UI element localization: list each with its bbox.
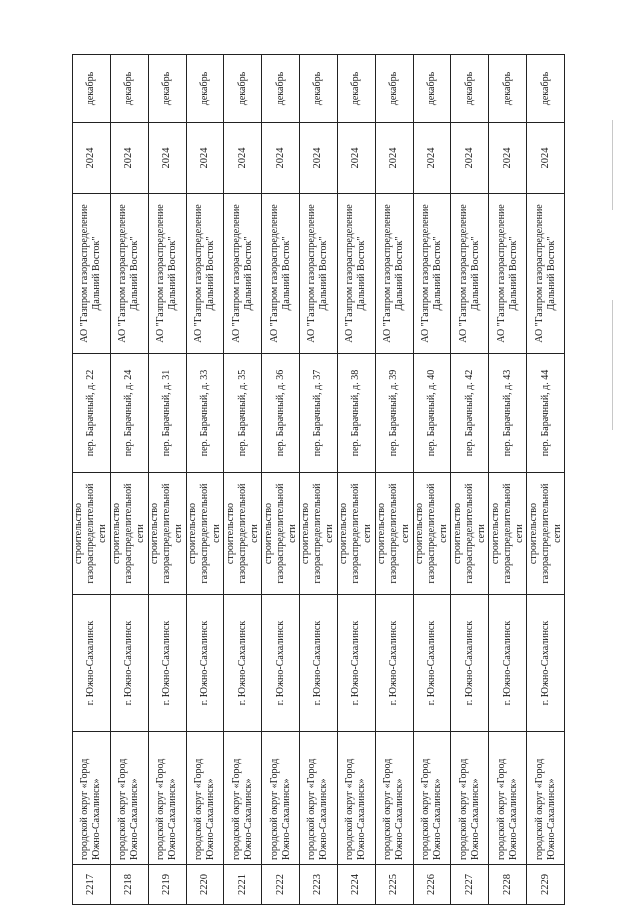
- district-name-cell: городской округ «Город Южно-Сахалинск»: [73, 732, 111, 865]
- row-number-cell: 2223: [300, 865, 338, 905]
- row-number-cell: 2224: [337, 865, 375, 905]
- district-name-cell: городской округ «Город Южно-Сахалинск»: [148, 732, 186, 865]
- work-type-cell: строительство газораспределительной сети: [224, 473, 262, 595]
- year-cell: 2024: [300, 123, 338, 194]
- table-row: [413, 55, 451, 905]
- city-name-cell: г. Южно-Сахалинск: [300, 595, 338, 732]
- city-name-cell: г. Южно-Сахалинск: [489, 595, 527, 732]
- year-cell: 2024: [527, 123, 565, 194]
- work-type-cell: строительство газораспределительной сети: [73, 473, 111, 595]
- city-name-cell: г. Южно-Сахалинск: [186, 595, 224, 732]
- address-cell: пер. Барачный, д. 35: [224, 354, 262, 473]
- year-cell: 2024: [451, 123, 489, 194]
- row-number-cell: 2219: [148, 865, 186, 905]
- row-number-cell: 2221: [224, 865, 262, 905]
- work-type-cell: строительство газораспределительной сети: [451, 473, 489, 595]
- year-cell: 2024: [73, 123, 111, 194]
- district-name-cell: городской округ «Город Южно-Сахалинск»: [413, 732, 451, 865]
- address-cell: пер. Барачный, д. 24: [110, 354, 148, 473]
- city-name-cell: г. Южно-Сахалинск: [262, 595, 300, 732]
- address-cell: пер. Барачный, д. 40: [413, 354, 451, 473]
- month-cell: декабрь: [262, 55, 300, 123]
- district-name-cell: городской округ «Город Южно-Сахалинск»: [527, 732, 565, 865]
- organization-cell: АО "Газпром газораспределение Дальний Восток": [262, 194, 300, 354]
- row-number-cell: 2220: [186, 865, 224, 905]
- table-row: [186, 55, 224, 905]
- table-row: [148, 55, 186, 905]
- address-cell: пер. Барачный, д. 36: [262, 354, 300, 473]
- row-number-cell: 2222: [262, 865, 300, 905]
- district-name-cell: городской округ «Город Южно-Сахалинск»: [451, 732, 489, 865]
- month-cell: декабрь: [375, 55, 413, 123]
- month-cell: декабрь: [489, 55, 527, 123]
- work-type-cell: строительство газораспределительной сети: [148, 473, 186, 595]
- table-body: [73, 55, 565, 905]
- work-type-cell: строительство газораспределительной сети: [186, 473, 224, 595]
- address-cell: пер. Барачный, д. 33: [186, 354, 224, 473]
- organization-cell: АО "Газпром газораспределение Дальний Восток": [337, 194, 375, 354]
- organization-cell: АО "Газпром газораспределение Дальний Восток": [451, 194, 489, 354]
- work-type-cell: строительство газораспределительной сети: [527, 473, 565, 595]
- year-cell: 2024: [262, 123, 300, 194]
- year-cell: 2024: [413, 123, 451, 194]
- organization-cell: АО "Газпром газораспределение Дальний Восток": [527, 194, 565, 354]
- work-type-cell: строительство газораспределительной сети: [489, 473, 527, 595]
- organization-cell: АО "Газпром газораспределение Дальний Восток": [148, 194, 186, 354]
- district-name-cell: городской округ «Город Южно-Сахалинск»: [186, 732, 224, 865]
- address-cell: пер. Барачный, д. 43: [489, 354, 527, 473]
- row-number-cell: 2228: [489, 865, 527, 905]
- row-number-cell: 2217: [73, 865, 111, 905]
- organization-cell: АО "Газпром газораспределение Дальний Восток": [73, 194, 111, 354]
- address-cell: пер. Барачный, д. 38: [337, 354, 375, 473]
- month-cell: декабрь: [73, 55, 111, 123]
- address-cell: пер. Барачный, д. 44: [527, 354, 565, 473]
- table-row: [73, 55, 111, 905]
- table-row: [224, 55, 262, 905]
- district-name-cell: городской округ «Город Южно-Сахалинск»: [375, 732, 413, 865]
- address-cell: пер. Барачный, д. 37: [300, 354, 338, 473]
- month-cell: декабрь: [527, 55, 565, 123]
- address-cell: пер. Барачный, д. 42: [451, 354, 489, 473]
- month-cell: декабрь: [413, 55, 451, 123]
- year-cell: 2024: [337, 123, 375, 194]
- margin-line-bottom: [612, 300, 613, 430]
- table-row: [110, 55, 148, 905]
- year-cell: 2024: [110, 123, 148, 194]
- organization-cell: АО "Газпром газораспределение Дальний Восток": [186, 194, 224, 354]
- document-page: [72, 55, 565, 905]
- work-type-cell: строительство газораспределительной сети: [413, 473, 451, 595]
- city-name-cell: г. Южно-Сахалинск: [337, 595, 375, 732]
- address-cell: пер. Барачный, д. 39: [375, 354, 413, 473]
- organization-cell: АО "Газпром газораспределение Дальний Восток": [224, 194, 262, 354]
- district-name-cell: городской округ «Город Южно-Сахалинск»: [300, 732, 338, 865]
- year-cell: 2024: [489, 123, 527, 194]
- district-name-cell: городской округ «Город Южно-Сахалинск»: [489, 732, 527, 865]
- month-cell: декабрь: [186, 55, 224, 123]
- work-type-cell: строительство газораспределительной сети: [300, 473, 338, 595]
- table-row: [451, 55, 489, 905]
- year-cell: 2024: [224, 123, 262, 194]
- city-name-cell: г. Южно-Сахалинск: [224, 595, 262, 732]
- row-number-cell: 2227: [451, 865, 489, 905]
- row-number-cell: 2225: [375, 865, 413, 905]
- district-name-cell: городской округ «Город Южно-Сахалинск»: [110, 732, 148, 865]
- city-name-cell: г. Южно-Сахалинск: [73, 595, 111, 732]
- table-row: [527, 55, 565, 905]
- month-cell: декабрь: [148, 55, 186, 123]
- table-row: [337, 55, 375, 905]
- month-cell: декабрь: [337, 55, 375, 123]
- organization-cell: АО "Газпром газораспределение Дальний Восток": [110, 194, 148, 354]
- margin-line-top: [612, 120, 613, 210]
- work-type-cell: строительство газораспределительной сети: [262, 473, 300, 595]
- district-name-cell: городской округ «Город Южно-Сахалинск»: [262, 732, 300, 865]
- district-name-cell: городской округ «Город Южно-Сахалинск»: [224, 732, 262, 865]
- year-cell: 2024: [375, 123, 413, 194]
- table-row: [375, 55, 413, 905]
- address-cell: пер. Барачный, д. 31: [148, 354, 186, 473]
- address-cell: пер. Барачный, д. 22: [73, 354, 111, 473]
- work-type-cell: строительство газораспределительной сети: [375, 473, 413, 595]
- organization-cell: АО "Газпром газораспределение Дальний Восток": [375, 194, 413, 354]
- table-row: [262, 55, 300, 905]
- table-row: [300, 55, 338, 905]
- row-number-cell: 2218: [110, 865, 148, 905]
- row-number-cell: 2229: [527, 865, 565, 905]
- district-name-cell: городской округ «Город Южно-Сахалинск»: [337, 732, 375, 865]
- month-cell: декабрь: [300, 55, 338, 123]
- city-name-cell: г. Южно-Сахалинск: [375, 595, 413, 732]
- organization-cell: АО "Газпром газораспределение Дальний Восток": [489, 194, 527, 354]
- work-type-cell: строительство газораспределительной сети: [337, 473, 375, 595]
- year-cell: 2024: [148, 123, 186, 194]
- year-cell: 2024: [186, 123, 224, 194]
- month-cell: декабрь: [451, 55, 489, 123]
- city-name-cell: г. Южно-Сахалинск: [451, 595, 489, 732]
- city-name-cell: г. Южно-Сахалинск: [413, 595, 451, 732]
- organization-cell: АО "Газпром газораспределение Дальний Восток": [300, 194, 338, 354]
- works-table: [72, 54, 565, 905]
- city-name-cell: г. Южно-Сахалинск: [148, 595, 186, 732]
- work-type-cell: строительство газораспределительной сети: [110, 473, 148, 595]
- month-cell: декабрь: [110, 55, 148, 123]
- city-name-cell: г. Южно-Сахалинск: [110, 595, 148, 732]
- table-row: [489, 55, 527, 905]
- organization-cell: АО "Газпром газораспределение Дальний Восток": [413, 194, 451, 354]
- row-number-cell: 2226: [413, 865, 451, 905]
- month-cell: декабрь: [224, 55, 262, 123]
- city-name-cell: г. Южно-Сахалинск: [527, 595, 565, 732]
